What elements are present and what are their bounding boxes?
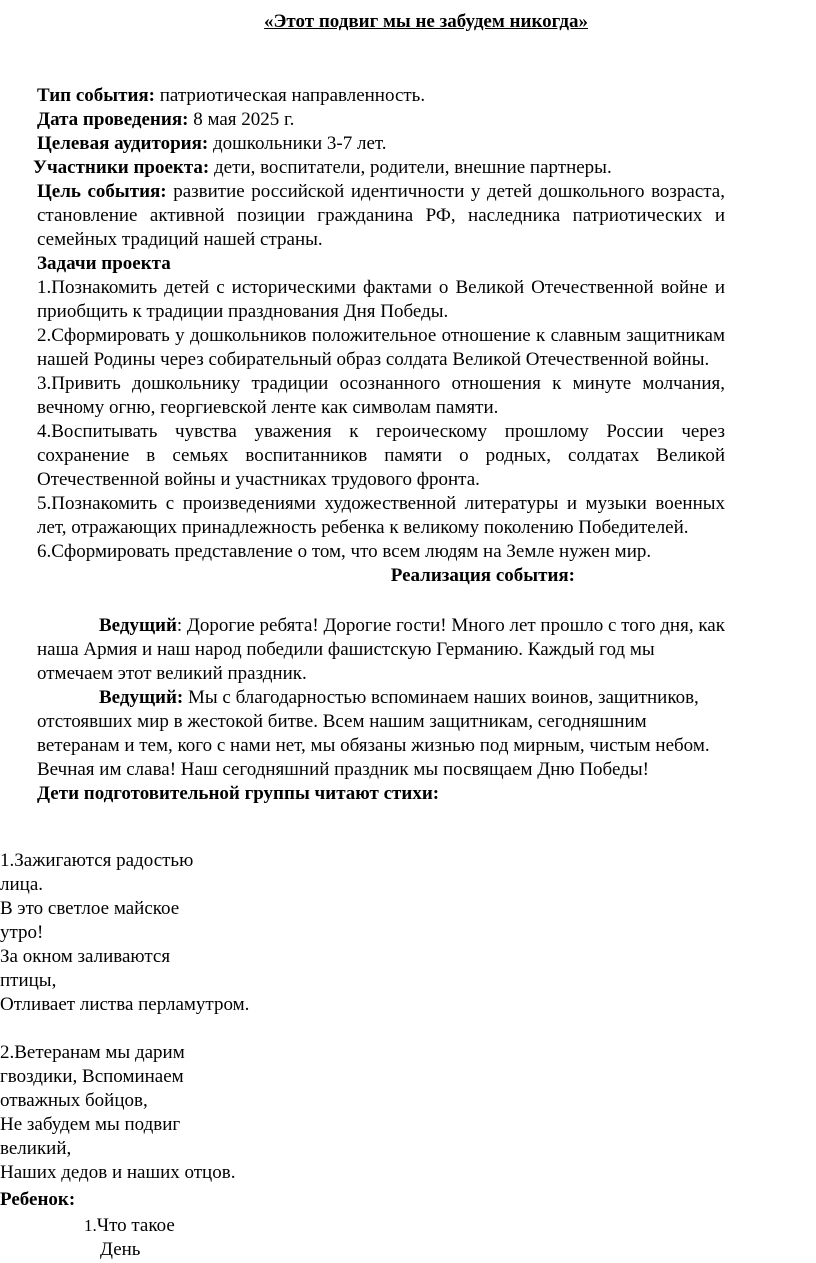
event-audience-value: дошкольники 3-7 лет. [208, 133, 387, 154]
host-text: : Дорогие ребята! Дорогие гости! Много лет прошло с того дня, как наша Армия и наш народ победили фашистскую Германию. Каждый год мы отмечаем этот великий праздник. [37, 615, 725, 684]
event-date-label: Дата проведения: [37, 109, 189, 130]
event-goal-label: Цель события: [37, 181, 167, 202]
task-item: 6.Сформировать представление о том, что всем людям на Земле нужен мир. [37, 541, 652, 562]
child-poem-text: Что такое [96, 1215, 175, 1236]
child-poem [84, 1214, 175, 1262]
poem-line: гвоздики, Вспоминаем [0, 1066, 184, 1087]
poem-line: Наших дедов и наших отцов. [0, 1162, 236, 1183]
document-title: «Этот подвиг мы не забудем никогда» [264, 11, 588, 32]
poem-line: отважных бойцов, [0, 1090, 148, 1111]
host-speech-1 [37, 614, 729, 686]
poem-line: великий, [0, 1138, 72, 1159]
poem-line: Не забудем мы подвиг [0, 1114, 181, 1135]
task-item: 4.Воспитывать чувства уважения к героическому прошлому России через сохранение в семьях воспитанников памяти о родных, солдатах Великой Отечественной войны и участниках трудового фронта. [37, 421, 725, 490]
poem-line: утро! [0, 922, 44, 943]
host-speeches [37, 614, 729, 806]
poem-line: Отливает листва перламутром. [0, 994, 250, 1015]
poems-heading: Дети подготовительной группы читают стихи: [37, 783, 440, 804]
poem-spacer [0, 1017, 300, 1041]
task-item: 1.Познакомить детей с историческими фактами о Великой Отечественной войне и приобщить к традиции празднования Дня Победы. [37, 277, 725, 322]
event-audience-label: Целевая аудитория: [37, 133, 209, 154]
event-participants-label: Участники проекта: [33, 157, 210, 178]
poem-line: лица. [0, 874, 44, 895]
event-type-label: Тип события: [37, 85, 155, 106]
event-date-value: 8 мая 2025 г. [188, 109, 295, 130]
project-tasks [37, 252, 725, 588]
task-item: 3.Привить дошкольнику традиции осознанного отношения к минуте молчания, вечному огню, георгиевской ленте как символам памяти. [37, 373, 725, 418]
event-participants-value: дети, воспитатели, родители, внешние партнеры. [209, 157, 612, 178]
poem-line: птицы, [0, 970, 57, 991]
event-type-value: патриотическая направленность. [155, 85, 426, 106]
child-poem-line: День [100, 1239, 141, 1260]
task-item: 5.Познакомить с произведениями художественной литературы и музыки военных лет, отражающих принадлежность ребенка к великому поколению Победителей. [37, 493, 725, 538]
host-label: Ведущий [99, 615, 177, 636]
poems [0, 849, 300, 1185]
task-item: 2.Сформировать у дошкольников положительное отношение к славным защитникам нашей Родины через собирательный образ солдата Великой Отечественной войны. [37, 325, 725, 370]
child-label: Ребенок: [0, 1189, 76, 1210]
event-goal-value: развитие российской идентичности у детей дошкольного возраста, становление активной позиции гражданина РФ, наследника патриотических и семейных традиций нашей страны. [37, 181, 725, 250]
implementation-heading: Реализация события: [390, 565, 575, 586]
event-meta [33, 84, 725, 252]
event-participants [33, 156, 725, 180]
poem-line: 2.Ветеранам мы дарим [0, 1042, 185, 1063]
event-goal [37, 180, 725, 252]
host-text: Мы с благодарностью вспоминаем наших воинов, защитников, отстоявших мир в жестокой битве. Всем нашим защитникам, сегодняшним ветеранам и тем, кого с нами нет, мы обязаны жизнью под мирным, чистым небом. Вечная им слава! Наш сегодняшний праздник мы посвящаем Дню Победы! [37, 687, 710, 780]
poem-line: 1.Зажигаются радостью [0, 850, 194, 871]
child-poem-line [84, 1214, 175, 1238]
event-type [37, 84, 725, 108]
tasks-heading: Задачи проекта [37, 253, 171, 274]
host-speech-2 [37, 686, 729, 782]
child-poem-number: 1. [84, 1216, 97, 1235]
event-audience [37, 132, 725, 156]
event-date [37, 108, 725, 132]
host-label: Ведущий: [99, 687, 184, 708]
poem-line: За окном заливаются [0, 946, 171, 967]
poem-line: В это светлое майское [0, 898, 180, 919]
